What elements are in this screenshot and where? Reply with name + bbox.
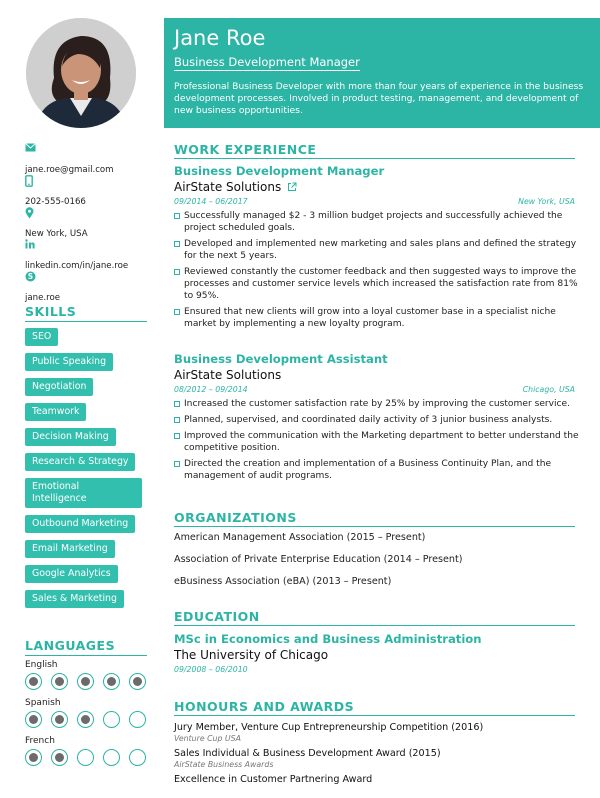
level-dot-filled — [25, 749, 42, 766]
skill-tag: Public Speaking — [25, 353, 113, 371]
email-text[interactable]: jane.roe@gmail.com — [25, 165, 114, 175]
profile-summary: Professional Business Developer with more than four years of experience in the business development processes. Involved in product testing, management, and development of new business opportunities. — [174, 81, 584, 116]
level-dot-empty — [103, 749, 120, 766]
level-dot-filled — [77, 673, 94, 690]
achievement-item: Directed the creation and implementation of a Business Continuity Plan, and the management of audit programs. — [174, 458, 584, 482]
organizations-heading: ORGANIZATIONS — [174, 510, 575, 527]
language-name: English — [25, 660, 58, 670]
skill-tag: Email Marketing — [25, 540, 115, 558]
job-meta — [174, 385, 575, 394]
job-entry — [174, 164, 584, 334]
job-role: Business Development Manager — [174, 164, 385, 178]
achievement-item: Increased the customer satisfaction rate by 25% by improving the customer service. — [174, 398, 584, 410]
award-item — [174, 748, 584, 769]
level-dot-filled — [51, 749, 68, 766]
language-level-dots — [25, 749, 150, 766]
company-name: AirState Solutions — [174, 180, 282, 194]
skype-text: jane.roe — [25, 293, 61, 303]
phone-text: 202-555-0166 — [25, 197, 86, 207]
contact-phone — [25, 175, 155, 207]
level-dot-filled — [129, 673, 146, 690]
level-dot-filled — [51, 711, 68, 728]
profile-photo — [26, 18, 136, 128]
award-title: Jury Member, Venture Cup Entrepreneurship Competition (2016) — [174, 722, 484, 733]
person-name: Jane Roe — [174, 26, 266, 50]
level-dot-filled — [51, 673, 68, 690]
achievement-item: Improved the communication with the Marketing department to better understand the competitive position. — [174, 430, 584, 454]
sidebar — [0, 0, 160, 798]
level-dot-empty — [77, 749, 94, 766]
location-pin-icon — [25, 207, 155, 219]
level-dot-filled — [25, 711, 42, 728]
education-school: The University of Chicago — [174, 648, 329, 662]
education-dates: 09/2008 – 06/2010 — [174, 665, 248, 674]
job-company — [174, 180, 584, 194]
job-entry — [174, 352, 584, 486]
education-degree: MSc in Economics and Business Administration — [174, 632, 482, 646]
contact-location — [25, 207, 155, 239]
languages-heading: LANGUAGES — [25, 638, 147, 656]
awards-heading: HONOURS AND AWARDS — [174, 699, 575, 716]
language-level-dots — [25, 711, 150, 728]
skill-tag: Research & Strategy — [25, 453, 135, 471]
job-company — [174, 368, 584, 382]
languages-list — [25, 660, 150, 774]
skill-tag: Emotional Intelligence — [25, 478, 142, 508]
award-org: Venture Cup USA — [174, 734, 241, 743]
level-dot-filled — [25, 673, 42, 690]
achievement-item: Successfully managed $2 - 3 million budget projects and successfully achieved the project scheduled goals. — [174, 210, 584, 234]
language-item — [25, 660, 150, 690]
achievement-item: Developed and implemented new marketing and sales plans and defined the strategy for the next 5 years. — [174, 238, 584, 262]
job-role: Business Development Assistant — [174, 352, 388, 366]
skill-tag: Google Analytics — [25, 565, 118, 583]
language-item — [25, 736, 150, 766]
skill-tag: Sales & Marketing — [25, 590, 124, 608]
contact-linkedin — [25, 239, 155, 271]
language-name: Spanish — [25, 698, 61, 708]
job-achievements — [174, 210, 584, 330]
awards-list — [174, 722, 584, 791]
skill-tag: Decision Making — [25, 428, 116, 446]
svg-text:S: S — [27, 272, 34, 282]
education-heading: EDUCATION — [174, 609, 575, 626]
contact-email — [25, 143, 155, 175]
company-name: AirState Solutions — [174, 368, 282, 382]
job-meta — [174, 197, 575, 206]
award-item — [174, 722, 584, 743]
external-link-icon[interactable] — [287, 182, 297, 192]
award-org: AirState Business Awards — [174, 760, 274, 769]
language-level-dots — [25, 673, 150, 690]
organization-item: Association of Private Enterprise Education (2014 – Present) — [174, 554, 463, 565]
avatar-icon — [26, 18, 136, 128]
skill-tag: Teamwork — [25, 403, 86, 421]
skill-tag: Negotiation — [25, 378, 93, 396]
award-title: Excellence in Customer Partnering Award — [174, 774, 373, 785]
job-location: New York, USA — [518, 197, 575, 206]
skype-icon — [25, 271, 155, 283]
contact-list — [25, 143, 155, 303]
job-dates: 09/2014 – 06/2017 — [174, 197, 248, 206]
level-dot-filled — [103, 673, 120, 690]
achievement-item: Reviewed constantly the customer feedback and then suggested ways to improve the processes and customer service levels which increased the satisfaction rate from 81% to 95%. — [174, 266, 584, 302]
person-title: Business Development Manager — [174, 55, 360, 69]
job-location: Chicago, USA — [522, 385, 575, 394]
organization-item: American Management Association (2015 – Present) — [174, 532, 426, 543]
level-dot-empty — [129, 749, 146, 766]
skill-tag: Outbound Marketing — [25, 515, 135, 533]
contact-skype — [25, 271, 155, 303]
location-text: New York, USA — [25, 229, 88, 239]
achievement-item: Planned, supervised, and coordinated daily activity of 3 junior business analysts. — [174, 414, 584, 426]
linkedin-icon — [25, 239, 155, 251]
skills-heading: SKILLS — [25, 304, 147, 322]
job-achievements — [174, 398, 584, 482]
header-band — [164, 18, 600, 128]
award-title: Sales Individual & Business Development Award (2015) — [174, 748, 441, 759]
phone-icon — [25, 175, 155, 187]
award-item — [174, 774, 584, 786]
linkedin-text[interactable]: linkedin.com/in/jane.roe — [25, 261, 129, 271]
level-dot-empty — [103, 711, 120, 728]
email-icon — [25, 143, 155, 155]
education-entry — [174, 632, 584, 674]
skill-tag: SEO — [25, 328, 58, 346]
job-dates: 08/2012 – 09/2014 — [174, 385, 248, 394]
achievement-item: Ensured that new clients will grow into a loyal customer base in a specialist niche market by implementing a new loyalty program. — [174, 306, 584, 330]
work-experience-heading: WORK EXPERIENCE — [174, 142, 575, 159]
level-dot-filled — [77, 711, 94, 728]
level-dot-empty — [129, 711, 146, 728]
organizations-list — [174, 532, 584, 598]
skills-list — [25, 328, 150, 615]
language-item — [25, 698, 150, 728]
language-name: French — [25, 736, 55, 746]
organization-item: eBusiness Association (eBA) (2013 – Present) — [174, 576, 392, 587]
